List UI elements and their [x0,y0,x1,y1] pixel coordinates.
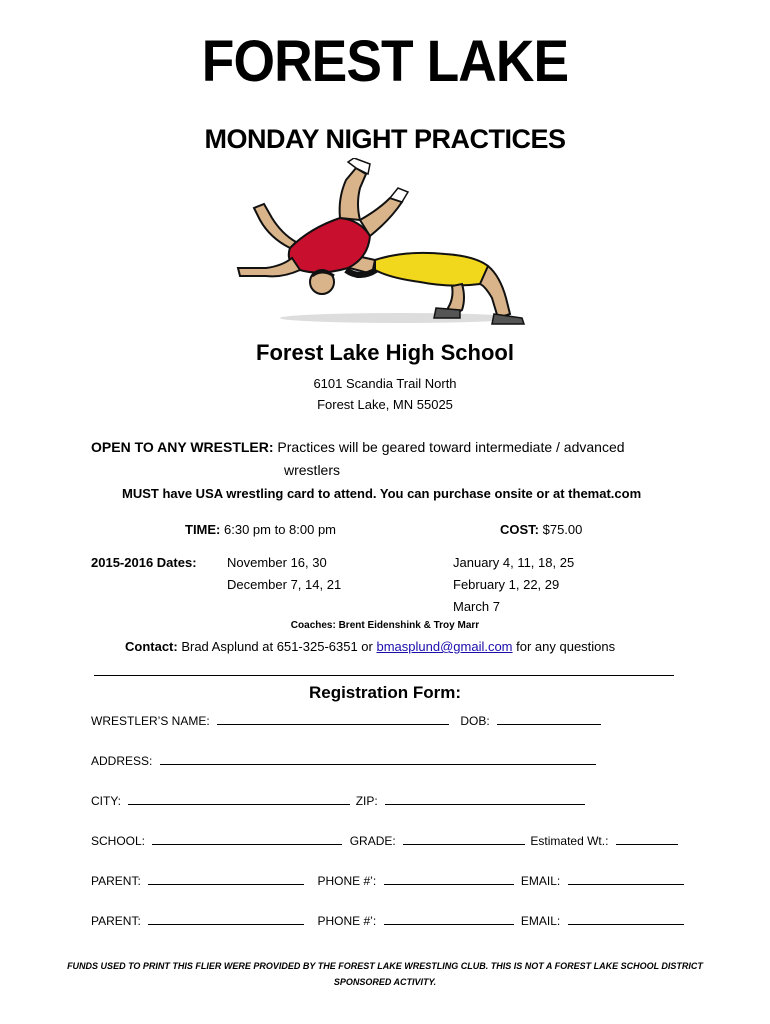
divider [94,675,674,676]
weight-field[interactable] [616,832,678,845]
form-row-school [91,832,678,848]
name-label: WRESTLER’S NAME: [91,714,210,728]
wrestler-name-field[interactable] [217,712,449,725]
dates-item: March 7 [453,599,500,614]
dates-item: December 7, 14, 21 [227,577,342,592]
footer-disclaimer [0,958,770,990]
open-line [91,439,625,455]
school-name: Forest Lake High School [256,340,514,365]
usa-card-notice: MUST have USA wrestling card to attend. You can purchase onsite or at themat.com [122,486,642,501]
city-label: CITY: [91,794,122,808]
weight-label: Estimated Wt.: [530,834,609,848]
parent-field[interactable] [148,912,304,925]
dates-item: February 1, 22, 29 [453,577,560,592]
dates-label: 2015-2016 Dates: [91,555,197,570]
cost-line [500,522,582,537]
parent-field[interactable] [148,872,304,885]
page-subtitle: MONDAY NIGHT PRACTICES [204,124,566,154]
dob-field[interactable] [497,712,601,725]
parent-label: PARENT: [91,874,141,888]
address-line-1: 6101 Scandia Trail North [313,376,457,391]
school-label: SCHOOL: [91,834,146,848]
city-field[interactable] [128,792,350,805]
zip-label: ZIP: [355,794,378,808]
form-row-parent-2 [91,912,684,928]
open-text-line2: wrestlers [284,462,341,478]
form-row-parent-1 [91,872,684,888]
cost-value: $75.00 [539,522,583,537]
registration-title: Registration Form: [308,683,462,702]
page-title: FOREST LAKE [201,29,569,94]
footer-line-2: SPONSORED ACTIVITY. [333,977,437,987]
phone-field[interactable] [384,872,514,885]
address-label: ADDRESS: [91,754,153,768]
grade-field[interactable] [403,832,525,845]
cost-label: COST: [500,522,539,537]
open-label: OPEN TO ANY WRESTLER: [91,439,274,455]
open-text: Practices will be geared toward intermediate / advanced [273,439,625,455]
coaches: Coaches: Brent Eidenshink & Troy Marr [290,620,480,631]
parent-label: PARENT: [91,914,141,928]
email-label: EMAIL: [520,874,561,888]
address-line-2: Forest Lake, MN 55025 [317,397,453,412]
wrestlers-illustration-icon [230,158,540,330]
contact-line [125,639,615,654]
school-field[interactable] [152,832,342,845]
phone-field[interactable] [384,912,514,925]
email-field[interactable] [568,912,684,925]
time-value: 6:30 pm to 8:00 pm [220,522,337,537]
form-row-address [91,752,596,768]
contact-suffix: for any questions [512,639,616,654]
address-field[interactable] [160,752,596,765]
zip-field[interactable] [385,792,585,805]
email-label: EMAIL: [520,914,561,928]
contact-text: Brad Asplund at 651-325-6351 or [177,639,377,654]
footer-line-1: FUNDS USED TO PRINT THIS FLIER WERE PROVIDED BY THE FOREST LAKE WRESTLING CLUB. THIS IS NOT A FOREST LAKE SCHOOL DISTRICT [67,961,703,971]
contact-label: Contact: [125,639,178,654]
form-row-name [91,712,601,728]
dates-item: November 16, 30 [227,555,327,570]
grade-label: GRADE: [349,834,396,848]
time-label: TIME: [185,522,221,537]
phone-label: PHONE #’: [317,914,377,928]
dates-item: January 4, 11, 18, 25 [453,555,575,570]
email-field[interactable] [568,872,684,885]
form-row-city [91,792,585,808]
phone-label: PHONE #’: [317,874,377,888]
dob-label: DOB: [460,714,490,728]
time-line [185,522,336,537]
contact-email-link[interactable]: bmasplund@gmail.com [376,639,513,654]
